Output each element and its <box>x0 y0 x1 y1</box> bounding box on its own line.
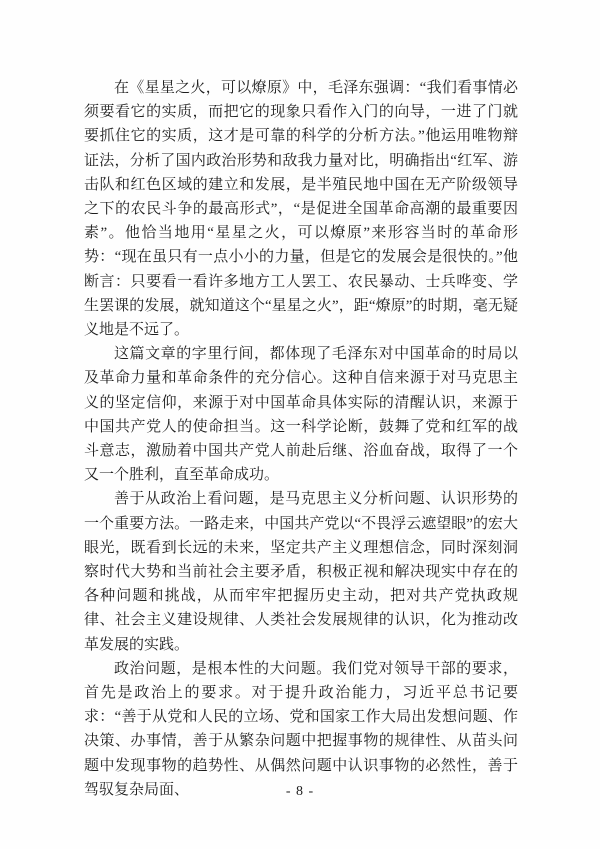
paragraph-3: 善于从政治上看问题，是马克思主义分析问题、认识形势的一个重要方法。一路走来，中国共产党以“不畏浮云遮望眼”的宏大眼光，既看到长远的未来，坚定共产主义理想信念，同时深刻洞察时代大势和当前社会主要矛盾，积极正视和解决现实中存在的各种问题和挑战，从而牢牢把握历史主动，把对共产党执政规律、社会主义建设规律、人类社会发展规律的认识，化为推动改革发展的实践。 <box>84 491 518 653</box>
paragraph-2: 这篇文章的字里行间，都体现了毛泽东对中国革命的时局以及革命力量和革命条件的充分信心。这种自信来源于对马克思主义的坚定信仰，来源于对中国革命具体实际的清醒认识，来源于中国共产党人的使命担当。这一科学论断，鼓舞了党和红军的战斗意志，激励着中国共产党人前赴后继、浴血奋战，取得了一个又一个胜利，直至革命成功。 <box>84 346 518 484</box>
paragraph-4: 政治问题，是根本性的大问题。我们党对领导干部的要求，首先是政治上的要求。对于提升政治能力，习近平总书记要求：“善于从党和人民的立场、党和国家工作大局出发想问题、作决策、办事情，善于从繁杂问题中把握事物的规律性、从苗头问题中发现事物的趋势性、从偶然问题中认识事物的必然性，善于驾驭复杂局面、 <box>84 660 518 798</box>
page-number: - 8 - <box>285 784 315 799</box>
document-body <box>84 76 518 802</box>
paragraph-1: 在《星星之火，可以燎原》中，毛泽东强调：“我们看事情必须要看它的实质，而把它的现象只看作入门的向导，一进了门就要抓住它的实质，这才是可靠的科学的分析方法。”他运用唯物辩证法，分析了国内政治形势和敌我力量对比，明确指出“红军、游击队和红色区域的建立和发展，是半殖民地中国在无产阶级领导之下的农民斗争的最高形式”，“是促进全国革命高潮的最重要因素”。他恰当地用“星星之火，可以燎原”来形容当时的革命形势：“现在虽只有一点小小的力量，但是它的发展会是很快的。”他断言：只要看一看许多地方工人罢工、农民暴动、士兵哗变、学生罢课的发展，就知道这个“星星之火”，距“燎原”的时期，毫无疑义地是不远了。 <box>84 80 518 339</box>
